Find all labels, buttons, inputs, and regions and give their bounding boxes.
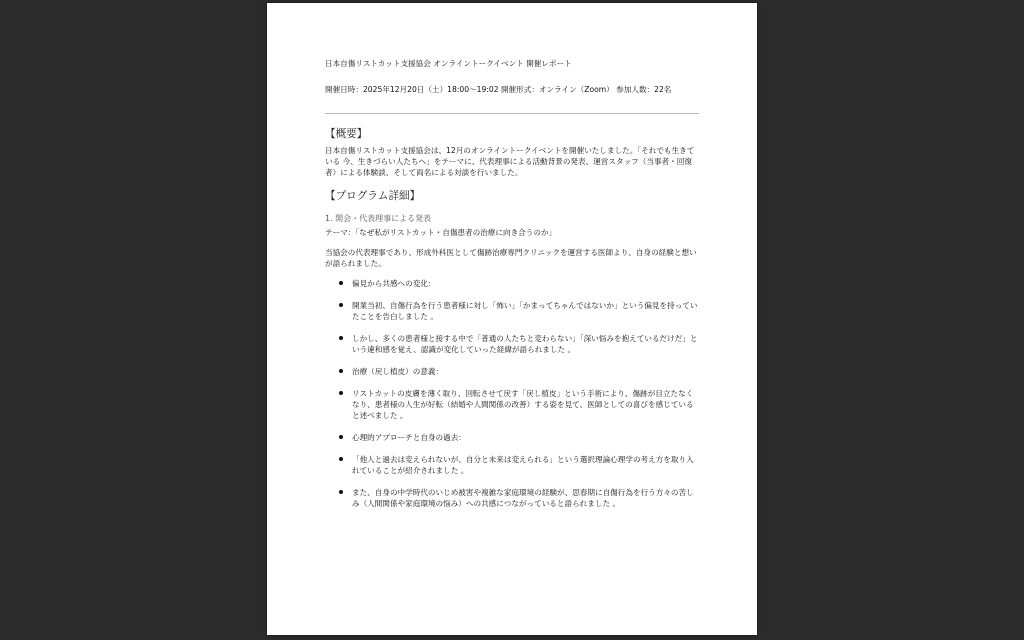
bullet-icon — [339, 369, 343, 373]
list-item — [325, 487, 699, 509]
list-item — [325, 432, 699, 443]
overview-text: 日本自傷リストカット支援協会は、12月のオンライントークイベントを開催いたしました。「それでも生きている 今、生きづらい人たちへ」をテーマに、代表理事による活動背景の発表、運営スタッフ（当事者・回復者）による体験談、そして両名による対談を行いました。 — [325, 146, 695, 177]
bullet-list — [325, 278, 699, 509]
list-item — [325, 454, 699, 476]
bullet-icon — [339, 391, 343, 395]
program-heading: 【プログラム詳細】 — [325, 190, 421, 202]
list-item — [325, 333, 699, 355]
document-title: 日本自傷リストカット支援協会 オンライントークイベント 開催レポート — [325, 59, 572, 68]
list-item — [325, 300, 699, 322]
list-item-text: 開業当初、自傷行為を行う患者様に対し「怖い」「かまってちゃんではないか」という偏見を持っていたことを告白しました 。 — [352, 301, 698, 321]
list-item-text: 偏見から共感への変化： — [352, 279, 436, 288]
bullet-icon — [339, 281, 343, 285]
list-item — [325, 366, 699, 377]
event-meta: 開催日時：2025年12月20日（土）18:00〜19:02 開催形式：オンライン（Zoom） 参加人数：22名 — [325, 85, 672, 94]
horizontal-divider — [325, 113, 699, 114]
overview-heading: 【概要】 — [325, 128, 368, 140]
list-item-text: また、自身の中学時代のいじめ被害や複雑な家庭環境の経験が、思春期に自傷行為を行う方々の苦しみ（人間関係や家庭環境の悩み）への共感につながっていると語られました 。 — [352, 488, 694, 508]
program-intro: 当協会の代表理事であり、形成外科医として傷跡治療専門クリニックを運営する医師より、自身の経験と想いが語られました。 — [325, 248, 697, 268]
bullet-icon — [339, 435, 343, 439]
list-item-text: リストカットの皮膚を薄く取り、回転させて戻す「戻し植皮」という手術により、傷跡が目立たなくなり、患者様の人生が好転（結婚や人間関係の改善）する姿を見て、医師としての喜びを感じていると述べました 。 — [352, 389, 694, 420]
program-theme: テーマ：「なぜ私がリストカット・自傷患者の治療に向き合うのか」 — [325, 228, 557, 237]
document-page — [267, 3, 757, 635]
page-content — [325, 59, 699, 520]
program-section-title: 1. 開会・代表理事による発表 — [325, 214, 432, 223]
bullet-icon — [339, 336, 343, 340]
list-item — [325, 278, 699, 289]
bullet-icon — [339, 457, 343, 461]
bullet-icon — [339, 303, 343, 307]
list-item-text: 「他人と過去は変えられないが、自分と未来は変えられる」という選択理論心理学の考え方を取り入れていることが紹介されました 。 — [352, 455, 694, 475]
list-item-text: 治療（戻し植皮）の意義： — [352, 367, 444, 376]
list-item — [325, 388, 699, 421]
bullet-icon — [339, 490, 343, 494]
list-item-text: 心理的アプローチと自身の過去： — [352, 433, 466, 442]
list-item-text: しかし、多くの患者様と接する中で「普通の人たちと変わらない」「深い悩みを抱えているだけだ」という違和感を覚え、認識が変化していった経緯が語られました 。 — [352, 334, 698, 354]
